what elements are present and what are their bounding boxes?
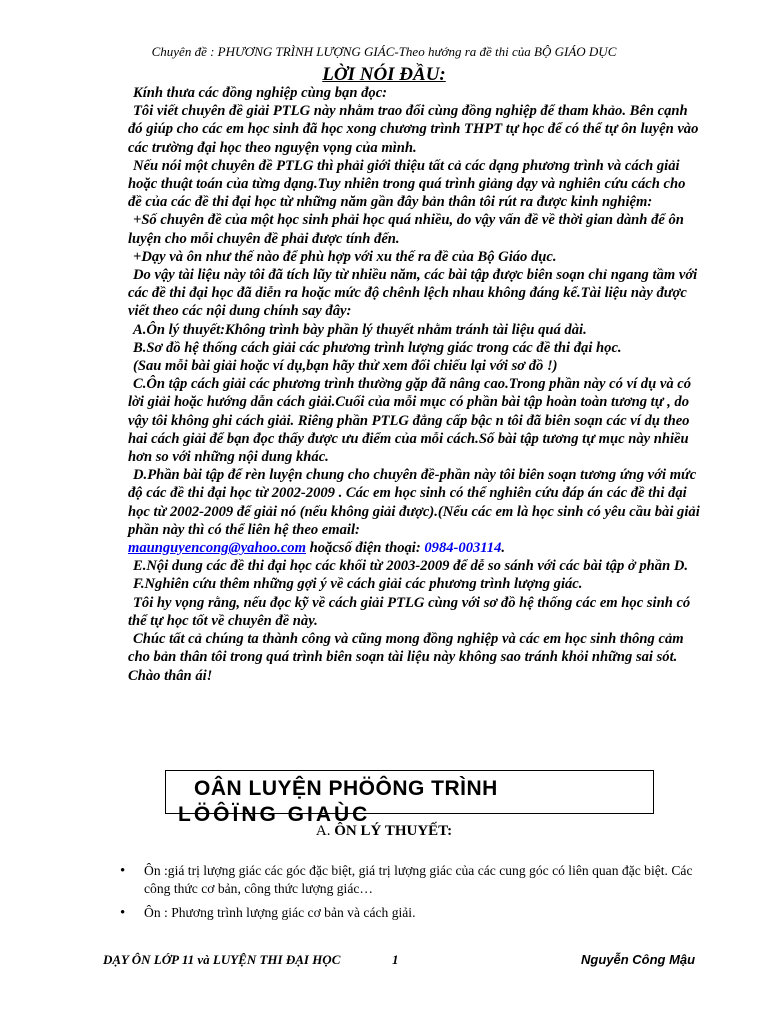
- paragraph: E.Nội dung các đề thi đại học các khối từ 2003-2009 để dễ so sánh với các bài tập ở phần D.: [133, 558, 689, 575]
- paragraph: +Số chuyên đề của một học sinh phải học quá nhiều, do vậy vấn đề về thời gian dành để ôn luyện cho mỗi chuyên đề phải được tính đến.: [128, 212, 684, 247]
- list-item: • Ôn :giá trị lượng giác các góc đặc biệt, giá trị lượng giác của các cung góc có liên quan đặc biệt. Các công thức cơ bản, công thức lượng giác…: [120, 862, 700, 898]
- paragraph: Tôi hy vọng rằng, nếu đọc kỹ về cách giải PTLG cùng với sơ đồ hệ thống các em học sinh có thể tự học tốt về chuyên đề này.: [128, 594, 691, 629]
- paragraph: Kính thưa các đồng nghiệp cùng bạn đọc:: [133, 85, 388, 101]
- section-banner: [165, 770, 654, 826]
- paragraph: D.Phần bài tập để rèn luyện chung cho chuyên đề-phần này tôi biên soạn tương ứng với mức độ các đề thi đại học từ 2002-2009 . Các em học sinh có thể nghiên cứu đáp án các đề thi đại học từ 2002-2009 để giải nó (nếu không giải được).(Nếu các em là học sinh có yêu cầu bài giải phần này thì có thể liên hệ theo email:: [128, 467, 700, 538]
- paragraph: F.Nghiên cứu thêm những gợi ý về cách giải các phương trình lượng giác.: [133, 576, 583, 593]
- paragraph: Do vậy tài liệu này tôi đã tích lũy từ nhiều năm, các bài tập được biên soạn chỉ ngang tầm với các đề thi đại học đã diễn ra hoặc mức độ chênh lệch nhau không đáng kể.Tài liệu này được viết theo các nội dung chính say đây:: [128, 267, 698, 320]
- paragraph: Tôi viết chuyên đề giải PTLG này nhằm trao đổi cùng đồng nghiệp để tham khảo. Bên cạnh đó giúp cho các em học sinh đã học xong chương trình THPT tự học để có thể tự ôn luyện vào các trường đại học theo nguyện vọng của mình.: [128, 103, 699, 156]
- paragraph: A.Ôn lý thuyết:Không trình bày phần lý thuyết nhằm tránh tài liệu quá dài.: [133, 321, 587, 338]
- review-list: [120, 862, 700, 928]
- section-a-prefix: A.: [315, 823, 335, 839]
- section-a-title: ÔN LÝ THUYẾT:: [334, 823, 453, 839]
- phone-end: .: [501, 540, 506, 557]
- list-item: • Ôn : Phương trình lượng giác cơ bản và cách giải.: [120, 904, 700, 922]
- footer-course: DẠY ÔN LỚP 11 và LUYỆN THI ĐẠI HỌC: [103, 952, 341, 967]
- paragraph: +Dạy và ôn như thế nào để phù hợp với xu thế ra đề của Bộ Giáo dục.: [133, 248, 557, 265]
- phone-number: 0984-003114: [424, 540, 502, 557]
- page-title: LỜI NÓI ĐẦU:: [322, 64, 446, 85]
- paragraph: (Sau mỗi bài giải hoặc ví dụ,bạn hãy thử xem đối chiếu lại với sơ đồ !): [133, 358, 558, 375]
- banner-line-1: OÂN LUYỆN PHÖÔNG TRÌNH: [194, 777, 498, 800]
- paragraph: B.Sơ đồ hệ thống cách giải các phương trình lượng giác trong các đề thi đại học.: [133, 339, 622, 356]
- paragraph: Chúc tất cả chúng ta thành công và cũng mong đồng nghiệp và các em học sinh thông cảm cho bản thân tôi trong quá trình biên soạn tài liệu này không sao tránh khỏi những sai sót. Chào thân ái!: [128, 631, 684, 684]
- section-a-heading: [0, 823, 768, 840]
- page-header: Chuyên đề : PHƯƠNG TRÌNH LƯỢNG GIÁC-Theo hướng ra đề thi của BỘ GIÁO DỤC: [151, 44, 617, 59]
- page-number: 1: [392, 952, 399, 967]
- footer-author: Nguyễn Công Mậu: [581, 952, 696, 967]
- paragraph: Nếu nói một chuyên đề PTLG thì phải giới thiệu tất cả các dạng phương trình và cách giải hoặc thuật toán của từng dạng.Tuy nhiên trong quá trình giảng dạy và nghiên cứu cách cho đề của các đề thi đại học từ những năm gần đây bản thân tôi rút ra được kinh nghiệm:: [128, 157, 686, 211]
- email-link[interactable]: maunguyencong@yahoo.com: [128, 540, 306, 557]
- phone-label: hoặcsố điện thoại:: [305, 540, 425, 557]
- preface-body: [128, 84, 700, 685]
- contact-line: [128, 539, 700, 557]
- paragraph: C.Ôn tập cách giải các phương trình thường gặp đã nâng cao.Trong phần này có ví dụ và có lời giải hoặc hướng dẫn cách giải.Cuối của mỗi mục có phần bài tập hoàn toàn tương tự , do vậy tôi không ghi cách giải. Riêng phần PTLG đẳng cấp bậc n tôi đã biên soạn các ví dụ theo hai cách giải để bạn đọc thấy được ưu điểm của mỗi cách.Số bài tập tương tự mục này nhiều hơn so với những nội dung khác.: [128, 376, 692, 466]
- banner-line-2: LÖÔÏNG GIAÙC: [178, 803, 371, 826]
